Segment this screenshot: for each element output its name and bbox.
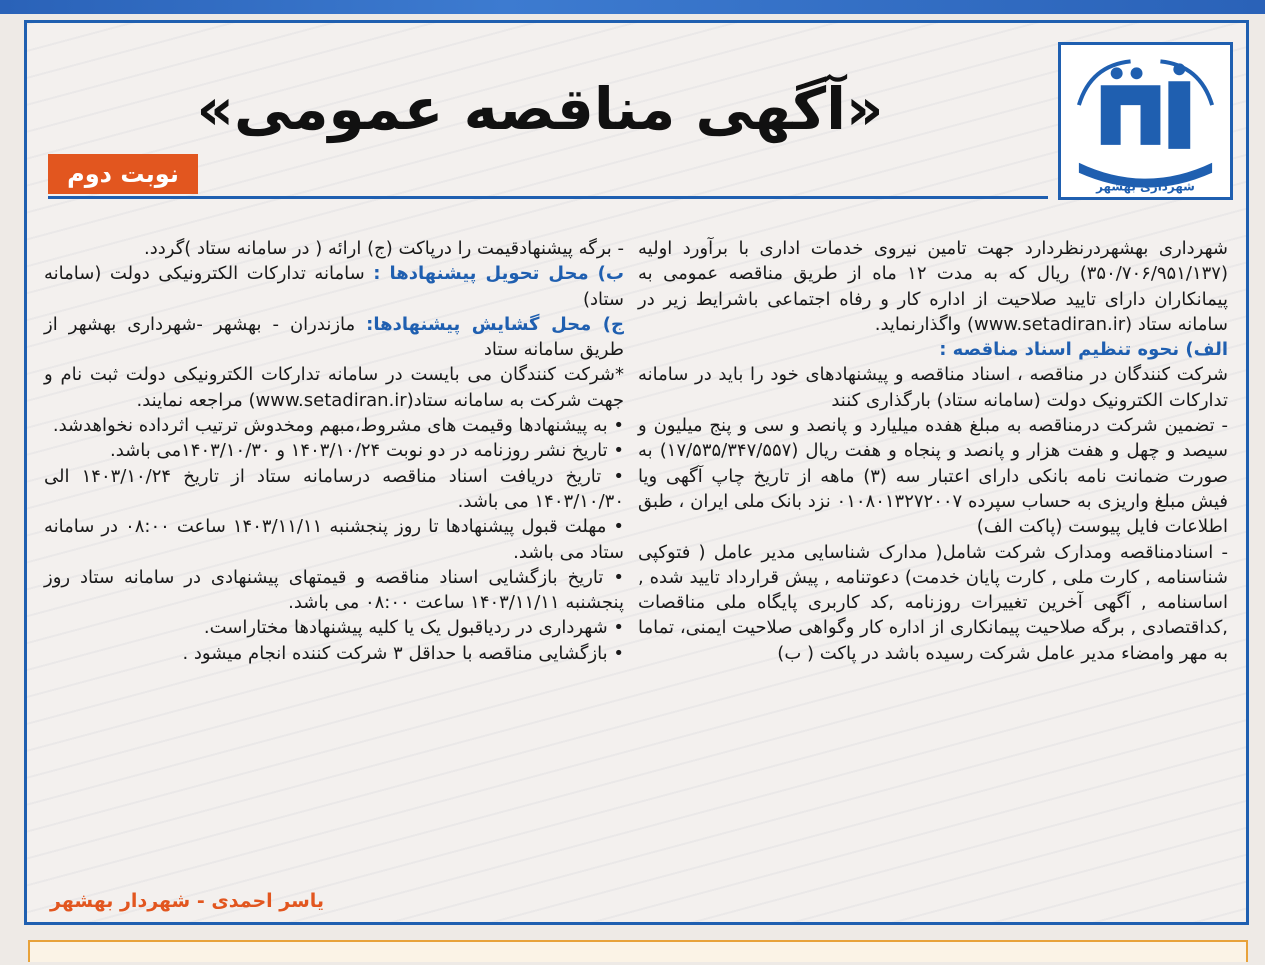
section-b-text: سامانه تدارکات الکترونیکی دولت (سامانه ستاد): [44, 263, 624, 310]
logo-text: شهرداری بهشهر: [1096, 179, 1195, 194]
bullet-item: • تاریخ نشر روزنامه در دو نوبت ۱۴۰۳/۱۰/۲۴ و ۱۴۰۳/۱۰/۳۰می باشد.: [44, 438, 624, 463]
price-sheet-paragraph: - برگه پیشنهادقیمت را درپاکت (ج) ارائه ( در سامانه ستاد )گردد.: [144, 238, 624, 259]
section-a-text: شرکت کنندگان در مناقصه ، اسناد مناقصه و پیشنهادهای خود را باید در سامانه تدارکات الکترونیک دولت (سامانه ستاد) بارگذاری کنند: [638, 364, 1228, 411]
turn-badge: نوبت دوم: [48, 154, 198, 194]
section-a-heading: الف) نحوه تنظیم اسناد مناقصه :: [939, 339, 1228, 361]
bullet-item: • به پیشنهادها وقیمت های مشروط،مبهم ومخدوش ترتیب اثرداده نخواهدشد.: [44, 413, 624, 438]
bullet-item: • بازگشایی مناقصه با حداقل ۳ شرکت کننده انجام میشود .: [44, 641, 624, 666]
documents-paragraph: - اسنادمناقصه ومدارک شرکت شامل( مدارک شناسایی مدیر عامل ( فتوکپی شناسنامه , کارت ملی , کارت پایان خدمت) دعوتنامه , پیش قرارداد تایید شده , اساسنامه , آگهی آخرین تغییرات روزنامه ,کد کاربری پایگاه ملی مناقصات ,کداقتصادی , برگه صلاحیت پیمانکاری از اداره کار وگواهی صلاحیت ایمنی، تماما به مهر وامضاء مدیر عامل شرکت رسیده باشد در پاکت ( ب): [638, 541, 1228, 664]
bullet-item: • شهرداری در ردیاقبول یک یا کلیه پیشنهادها مختاراست.: [44, 615, 624, 640]
bullet-item: • تاریخ دریافت اسناد مناقصه درسامانه ستاد از تاریخ ۱۴۰۳/۱۰/۲۴ الی ۱۴۰۳/۱۰/۳۰ می باشد.: [44, 464, 624, 515]
section-b-heading: ب) محل تحویل پیشنهادها :: [373, 263, 624, 285]
bullet-item: • تاریخ بازگشایی اسناد مناقصه و قیمتهای پیشنهادی در سامانه ستاد روز پنجشنبه ۱۴۰۳/۱۱/۱۱ ساعت ۰۸:۰۰ می باشد.: [44, 565, 624, 616]
section-c-text: مازندران - بهشهر -شهرداری بهشهر از طریق سامانه ستاد: [44, 313, 624, 361]
signature: یاسر احمدی - شهردار بهشهر: [50, 890, 325, 912]
section-c: [44, 312, 624, 363]
bottom-border-strip: [28, 940, 1248, 962]
municipality-logo: [1058, 42, 1233, 200]
bullet-item: • مهلت قبول پیشنهادها تا روز پنجشنبه ۱۴۰۳/۱۱/۱۱ ساعت ۰۸:۰۰ در سامانه ستاد می باشد.: [44, 514, 624, 565]
right-column: [638, 236, 1228, 666]
intro-paragraph: شهرداری بهشهردرنظردارد جهت تامین نیروی خدمات اداری با برآورد اولیه (۳۵۰/۷۰۶/۹۵۱/۱۳۷) ریال که به مدت ۱۲ ماه از طریق مناقصه عمومی به پیمانکاران دارای تایید صلاحیت از اداره کار و رفاه اجتماعی باشرایط زیر در سامانه ستاد (www.setadiran.ir) واگذارنماید.: [638, 238, 1228, 335]
section-b: [44, 261, 624, 312]
top-color-strip: [0, 0, 1265, 14]
section-c-heading: ج) محل گشایش پیشنهادها:: [366, 313, 624, 335]
registration-note: *شرکت کنندگان می بایست در سامانه تدارکات الکترونیکی دولت ثبت نام و جهت شرکت به سامانه ستاد(www.setadiran.ir) مراجعه نمایند.: [44, 364, 624, 411]
header-divider: [48, 196, 1048, 199]
bahshahr-municipality-logo-icon: [1061, 45, 1230, 197]
guarantee-paragraph: - تضمین شرکت درمناقصه به مبلغ هفده میلیارد و پانصد و سی و پنج میلیون و سیصد و چهل و هفت هزار و پانصد و پنجاه و هفت ریال (۱۷/۵۳۵/۳۴۷/۵۵۷) به صورت ضمانت نامه بانکی دارای اعتبار سه (۳) ماهه از تاریخ چاپ آگهی ویا فیش مبلغ واریزی به حساب سپرده ۰۱۰۸۰۱۳۲۷۲۰۰۷ نزد بانک ملی ایران ، طبق اطلاعات فایل پیوست (پاکت الف): [638, 415, 1229, 538]
page-title: «آگهی مناقصه عمومی»: [196, 75, 884, 143]
left-column: [44, 236, 624, 666]
